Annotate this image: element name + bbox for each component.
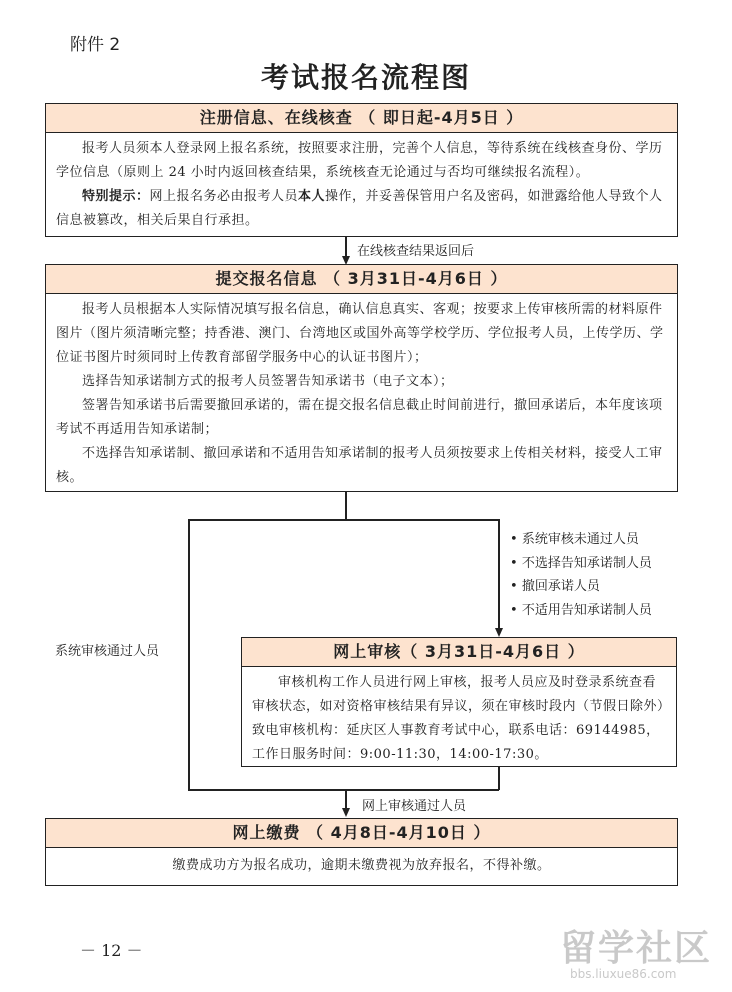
- step3-body: [242, 667, 676, 771]
- connector1-line: [345, 237, 347, 257]
- step1-paragraph: 报考人员须本人登录网上报名系统，按照要求注册，完善个人信息，等待系统在线核查身份、学历学位信息（原则上 24 小时内返回核查结果，系统核查无论通过与否均可继续报名流程）。: [56, 141, 663, 180]
- attachment-label: 附件 2: [70, 35, 121, 55]
- watermark: [560, 920, 712, 981]
- step1-tip: [56, 185, 667, 233]
- step1-body: [46, 133, 677, 237]
- branch-right-vertical: [498, 519, 500, 629]
- step4-box: [45, 818, 678, 886]
- step3-down-line: [498, 767, 500, 790]
- step2-box: [45, 264, 678, 492]
- branch-stem: [345, 492, 347, 520]
- branch-horizontal: [188, 519, 499, 521]
- connector2-label: 网上审核通过人员: [362, 799, 467, 814]
- step2-paragraph: 不选择告知承诺制、撤回承诺和不适用告知承诺制的报考人员须按要求上传相关材料，接受人工审核。: [56, 446, 663, 485]
- merge-horizontal: [188, 789, 499, 791]
- branch-left-vertical: [188, 519, 190, 790]
- connector1-label: 在线核查结果返回后: [357, 244, 475, 259]
- branch-right-item: • 不适用告知承诺制人员: [510, 599, 652, 623]
- step3-box: [241, 637, 677, 767]
- step1-box: [45, 103, 678, 237]
- branch-right-list: [510, 528, 652, 622]
- branch-right-arrowhead: [495, 628, 503, 637]
- page-number: － 12 －: [80, 941, 143, 960]
- branch-right-item: • 不选择告知承诺制人员: [510, 552, 652, 576]
- branch-right-item: • 撤回承诺人员: [510, 575, 652, 599]
- branch-right-item: • 系统审核未通过人员: [510, 528, 652, 552]
- connector2-arrowhead: [342, 808, 350, 817]
- step2-paragraph: 选择告知承诺制方式的报考人员签署告知承诺书（电子文本）；: [82, 374, 454, 389]
- step4-body: [46, 848, 677, 882]
- step2-paragraph: 报考人员根据本人实际情况填写报名信息，确认信息真实、客观；按要求上传审核所需的材料原件图片（图片须清晰完整；持香港、澳门、台湾地区或国外高等学校学历、学位报考人员，上传学历、学位证书图片时须同时上传教育部留学服务中心的认证书图片）；: [56, 302, 664, 365]
- step2-paragraph: 签署告知承诺书后需要撤回承诺的，需在提交报名信息截止时间前进行，撤回承诺后，本年度该项考试不再适用告知承诺制；: [56, 398, 663, 437]
- page-title: 考试报名流程图: [260, 61, 471, 94]
- tip-text-post: 操作，并妥善保管用户名及密码，如泄露给他人导致个人信息被篡改，相关后果自行承担。: [56, 189, 663, 228]
- tip-bold: 本人: [298, 189, 326, 204]
- step4-text: 缴费成功方为报名成功，逾期未缴费视为放弃报名，不得补缴。: [172, 858, 551, 873]
- step2-body: [46, 294, 677, 494]
- watermark-logo-text: 留学社区: [560, 928, 713, 969]
- branch-left-label: 系统审核通过人员: [55, 644, 160, 659]
- connector2-line: [345, 789, 347, 809]
- tip-text-pre: 网上报名务必由报考人员: [149, 189, 299, 204]
- tip-label: 特别提示：: [82, 189, 150, 204]
- step3-header: 网上审核（ 3月31日-4月6日 ）: [242, 638, 676, 667]
- step4-header: 网上缴费 （ 4月8日-4月10日 ）: [46, 819, 677, 848]
- watermark-url: bbs.liuxue86.com: [570, 967, 677, 981]
- step2-header: 提交报名信息 （ 3月31日-4月6日 ）: [46, 265, 677, 294]
- step3-paragraph: 审核机构工作人员进行网上审核，报考人员应及时登录系统查看审核状态，如对资格审核结果有异议，须在审核时段内（节假日除外）致电审核机构：延庆区人事教育考试中心，联系电话：69144985，工作日服务时间：9:00-11:30，14:00-17:30。: [252, 675, 665, 762]
- step1-header: 注册信息、在线核查 （ 即日起-4月5日 ）: [46, 104, 677, 133]
